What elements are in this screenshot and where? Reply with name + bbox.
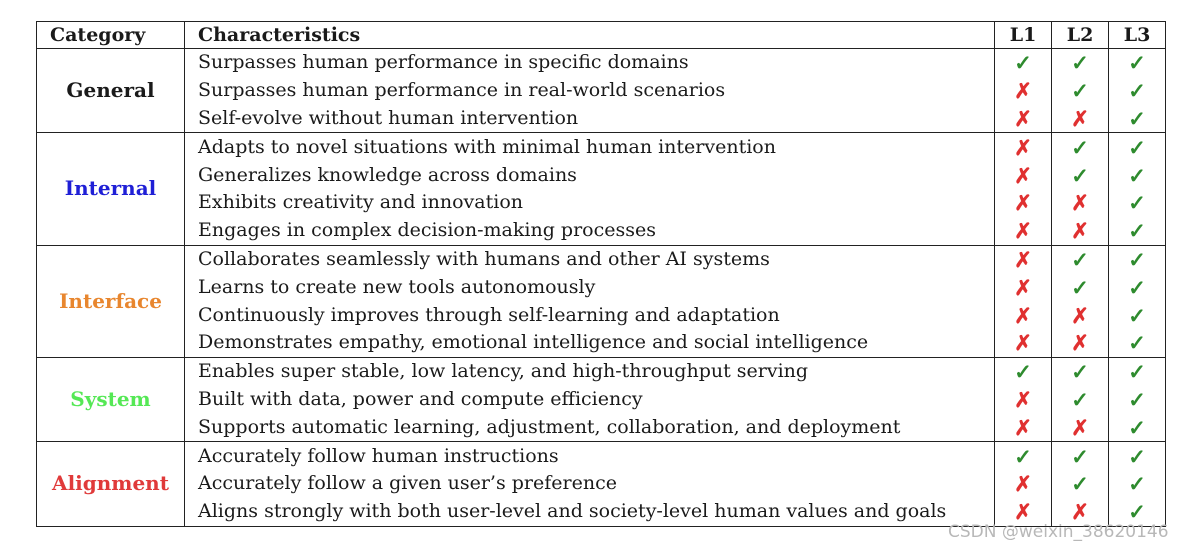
header-level-l1: L1 bbox=[995, 22, 1052, 49]
check-mark-icon: ✓ bbox=[1109, 413, 1166, 441]
capabilities-table bbox=[36, 21, 1166, 527]
characteristic-cell: Continuously improves through self-learning and adaptation bbox=[185, 301, 995, 329]
check-mark-icon: ✓ bbox=[1109, 357, 1166, 385]
check-mark-icon: ✓ bbox=[995, 357, 1052, 385]
check-mark-icon: ✓ bbox=[1109, 105, 1166, 133]
cross-mark-icon: ✗ bbox=[995, 386, 1052, 414]
table-row bbox=[37, 105, 1166, 133]
check-mark-icon: ✓ bbox=[1052, 49, 1109, 77]
cross-mark-icon: ✗ bbox=[995, 105, 1052, 133]
header-level-l3: L3 bbox=[1109, 22, 1166, 49]
table-row bbox=[37, 77, 1166, 105]
check-mark-icon: ✓ bbox=[1109, 329, 1166, 357]
characteristic-cell: Enables super stable, low latency, and high-throughput serving bbox=[185, 357, 995, 385]
characteristic-cell: Accurately follow human instructions bbox=[185, 442, 995, 470]
check-mark-icon: ✓ bbox=[1109, 301, 1166, 329]
check-mark-icon: ✓ bbox=[1052, 442, 1109, 470]
table-row bbox=[37, 357, 1166, 385]
table-row bbox=[37, 273, 1166, 301]
category-cell: Internal bbox=[37, 133, 185, 245]
check-mark-icon: ✓ bbox=[1109, 161, 1166, 189]
characteristic-cell: Surpasses human performance in real-world scenarios bbox=[185, 77, 995, 105]
characteristic-cell: Built with data, power and compute efficiency bbox=[185, 386, 995, 414]
cross-mark-icon: ✗ bbox=[995, 273, 1052, 301]
check-mark-icon: ✓ bbox=[1109, 245, 1166, 273]
check-mark-icon: ✓ bbox=[1052, 470, 1109, 498]
category-cell: Alignment bbox=[37, 442, 185, 526]
check-mark-icon: ✓ bbox=[1052, 357, 1109, 385]
check-mark-icon: ✓ bbox=[1109, 442, 1166, 470]
table-row bbox=[37, 301, 1166, 329]
check-mark-icon: ✓ bbox=[1052, 161, 1109, 189]
table-header bbox=[37, 22, 1166, 49]
cross-mark-icon: ✗ bbox=[995, 470, 1052, 498]
characteristic-cell: Demonstrates empathy, emotional intelligence and social intelligence bbox=[185, 329, 995, 357]
check-mark-icon: ✓ bbox=[1052, 386, 1109, 414]
table-row bbox=[37, 49, 1166, 77]
check-mark-icon: ✓ bbox=[1109, 470, 1166, 498]
check-mark-icon: ✓ bbox=[1109, 77, 1166, 105]
table-row bbox=[37, 189, 1166, 217]
cross-mark-icon: ✗ bbox=[1052, 329, 1109, 357]
characteristic-cell: Accurately follow a given user’s preference bbox=[185, 470, 995, 498]
characteristic-cell: Surpasses human performance in specific domains bbox=[185, 49, 995, 77]
characteristic-cell: Aligns strongly with both user-level and society-level human values and goals bbox=[185, 498, 995, 526]
check-mark-icon: ✓ bbox=[1109, 133, 1166, 161]
cross-mark-icon: ✗ bbox=[995, 217, 1052, 245]
check-mark-icon: ✓ bbox=[1109, 189, 1166, 217]
characteristic-cell: Collaborates seamlessly with humans and other AI systems bbox=[185, 245, 995, 273]
cross-mark-icon: ✗ bbox=[995, 77, 1052, 105]
category-cell: Interface bbox=[37, 245, 185, 357]
cross-mark-icon: ✗ bbox=[995, 301, 1052, 329]
cross-mark-icon: ✗ bbox=[1052, 413, 1109, 441]
table-row bbox=[37, 386, 1166, 414]
watermark: CSDN @weixin_38620146 bbox=[948, 522, 1169, 542]
check-mark-icon: ✓ bbox=[1052, 273, 1109, 301]
cross-mark-icon: ✗ bbox=[1052, 105, 1109, 133]
cross-mark-icon: ✗ bbox=[1052, 498, 1109, 526]
characteristic-cell: Self-evolve without human intervention bbox=[185, 105, 995, 133]
characteristic-cell: Learns to create new tools autonomously bbox=[185, 273, 995, 301]
table-row bbox=[37, 470, 1166, 498]
check-mark-icon: ✓ bbox=[1109, 49, 1166, 77]
cross-mark-icon: ✗ bbox=[995, 189, 1052, 217]
check-mark-icon: ✓ bbox=[1052, 133, 1109, 161]
check-mark-icon: ✓ bbox=[995, 442, 1052, 470]
category-cell: System bbox=[37, 357, 185, 441]
cross-mark-icon: ✗ bbox=[995, 413, 1052, 441]
cross-mark-icon: ✗ bbox=[995, 133, 1052, 161]
cross-mark-icon: ✗ bbox=[1052, 189, 1109, 217]
check-mark-icon: ✓ bbox=[1109, 273, 1166, 301]
table-body bbox=[37, 49, 1166, 527]
characteristic-cell: Adapts to novel situations with minimal human intervention bbox=[185, 133, 995, 161]
check-mark-icon: ✓ bbox=[1052, 77, 1109, 105]
header-level-l2: L2 bbox=[1052, 22, 1109, 49]
cross-mark-icon: ✗ bbox=[1052, 301, 1109, 329]
header-characteristics: Characteristics bbox=[185, 22, 995, 49]
table-row bbox=[37, 161, 1166, 189]
category-cell: General bbox=[37, 49, 185, 133]
check-mark-icon: ✓ bbox=[1109, 386, 1166, 414]
header-category: Category bbox=[37, 22, 185, 49]
check-mark-icon: ✓ bbox=[1109, 498, 1166, 526]
check-mark-icon: ✓ bbox=[995, 49, 1052, 77]
cross-mark-icon: ✗ bbox=[995, 245, 1052, 273]
characteristic-cell: Engages in complex decision-making processes bbox=[185, 217, 995, 245]
table-row bbox=[37, 245, 1166, 273]
cross-mark-icon: ✗ bbox=[995, 161, 1052, 189]
check-mark-icon: ✓ bbox=[1109, 217, 1166, 245]
characteristic-cell: Exhibits creativity and innovation bbox=[185, 189, 995, 217]
cross-mark-icon: ✗ bbox=[1052, 217, 1109, 245]
table-row bbox=[37, 217, 1166, 245]
table-row bbox=[37, 329, 1166, 357]
header-row bbox=[37, 22, 1166, 49]
table-row bbox=[37, 442, 1166, 470]
characteristic-cell: Supports automatic learning, adjustment, collaboration, and deployment bbox=[185, 413, 995, 441]
table-row bbox=[37, 413, 1166, 441]
cross-mark-icon: ✗ bbox=[995, 329, 1052, 357]
table-row bbox=[37, 133, 1166, 161]
cross-mark-icon: ✗ bbox=[995, 498, 1052, 526]
check-mark-icon: ✓ bbox=[1052, 245, 1109, 273]
characteristic-cell: Generalizes knowledge across domains bbox=[185, 161, 995, 189]
